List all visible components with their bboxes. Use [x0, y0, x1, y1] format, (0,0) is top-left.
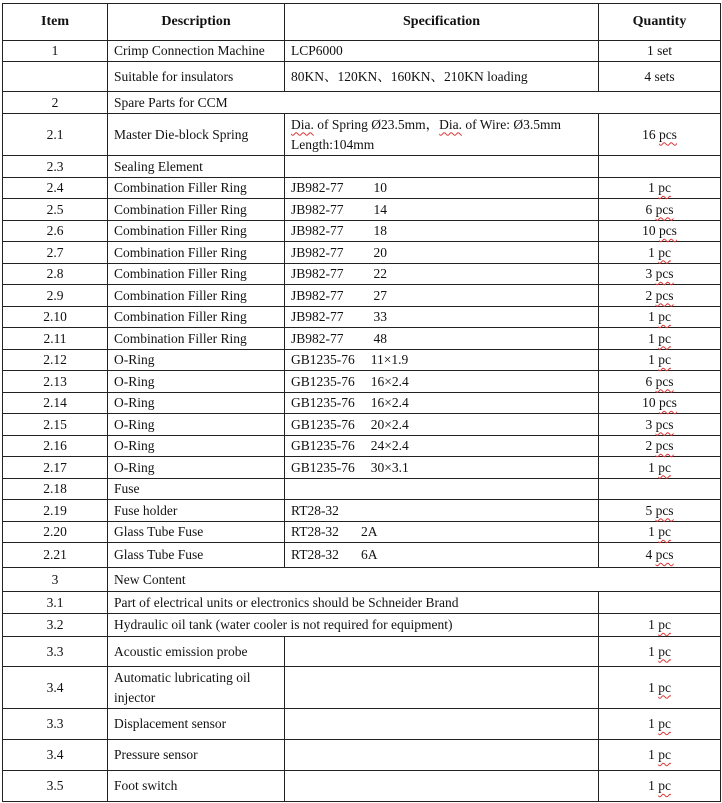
table-row	[3, 457, 721, 479]
item-cell-text: 3	[51, 571, 59, 587]
table-row	[3, 307, 721, 328]
specification-cell-text: JB982-77	[291, 201, 344, 217]
description-cell	[108, 457, 285, 479]
quantity-cell-text: 1 pc	[648, 330, 671, 346]
item-cell	[3, 199, 108, 221]
description-cell-text: Master Die-block Spring	[114, 126, 249, 142]
specification-cell-text: LCP6000	[291, 43, 343, 58]
quantity-cell	[599, 371, 721, 393]
quantity-cell	[599, 457, 721, 479]
quantity-cell	[599, 221, 721, 242]
table-row	[3, 199, 721, 221]
quantity-cell	[599, 307, 721, 328]
specification-cell-text: Dia. of Spring Ø23.5mm，Dia. of Wire: Ø3.5mm	[291, 116, 561, 132]
quantity-cell-text: 1 pc	[648, 524, 671, 539]
table-row	[3, 62, 721, 92]
description-cell-text: Foot switch	[114, 778, 178, 793]
description-cell	[108, 156, 285, 178]
item-cell	[3, 500, 108, 522]
description-cell-text: Combination Filler Ring	[114, 266, 247, 281]
header-quantity: Quantity	[599, 4, 721, 41]
table-row	[3, 771, 721, 802]
quantity-cell	[599, 740, 721, 771]
specification-size: 6A	[360, 547, 378, 562]
item-cell	[3, 568, 108, 592]
item-cell	[3, 156, 108, 178]
quantity-cell-text: 5 pcs	[645, 502, 674, 518]
item-cell-text: 2.14	[43, 395, 67, 410]
item-cell-text: 2.9	[46, 287, 64, 303]
specification-size: 10	[373, 180, 388, 195]
table-row	[3, 500, 721, 522]
description-cell-text: Acoustic emission probe	[114, 643, 248, 659]
specification-size: 30×3.1	[370, 459, 409, 475]
item-cell-text: 2.20	[43, 524, 67, 539]
quantity-cell-text: 1 pc	[648, 459, 671, 475]
item-cell	[3, 709, 108, 740]
table-row	[3, 522, 721, 543]
description-cell	[108, 114, 285, 156]
specification-cell	[285, 771, 599, 802]
description-cell-text: Fuse holder	[114, 502, 178, 518]
table-row	[3, 328, 721, 350]
item-cell-text: 3.4	[46, 679, 64, 695]
item-cell	[3, 328, 108, 350]
item-cell-text: 3.4	[46, 747, 64, 762]
specification-cell-text: GB1235-76	[291, 459, 355, 475]
specification-cell	[285, 414, 599, 436]
item-cell	[3, 393, 108, 414]
item-cell-text: 2.19	[43, 502, 67, 518]
description-cell	[108, 667, 285, 709]
specification-cell-text: JB982-77	[291, 287, 344, 303]
specification-cell	[285, 62, 599, 92]
item-cell-text: 2.8	[46, 266, 64, 281]
item-cell-text: 3.3	[46, 716, 64, 731]
quantity-cell	[599, 350, 721, 371]
specification-cell	[285, 709, 599, 740]
quantity-cell-text: 2 pcs	[645, 438, 674, 453]
specification-cell	[285, 393, 599, 414]
specification-cell	[285, 479, 599, 500]
description-cell	[108, 242, 285, 264]
description-cell	[108, 771, 285, 802]
quantity-cell	[599, 264, 721, 285]
item-cell	[3, 350, 108, 371]
quantity-cell-text: 1 pc	[648, 180, 671, 195]
item-cell	[3, 740, 108, 771]
description-cell-text: Glass Tube Fuse	[114, 547, 204, 562]
description-cell-text: Automatic lubricating oil injector	[114, 669, 251, 705]
specification-cell	[285, 740, 599, 771]
description-cell-text: Spare Parts for CCM	[114, 94, 228, 110]
item-cell-text: 3.1	[46, 594, 64, 610]
specification-cell	[285, 178, 599, 199]
description-cell	[108, 479, 285, 500]
header-description: Description	[108, 4, 285, 41]
item-cell-text: 2.10	[43, 309, 67, 324]
description-cell	[108, 285, 285, 307]
item-cell-text: 2.7	[46, 244, 64, 260]
specification-size: 14	[373, 201, 388, 217]
quantity-cell	[599, 242, 721, 264]
quantity-cell-text: 1 pc	[648, 679, 671, 695]
item-cell-text: 2.3	[46, 158, 64, 174]
description-cell-text: Crimp Connection Machine	[114, 43, 265, 58]
item-cell-text: 2.18	[43, 481, 67, 496]
quantity-cell-text: 4 pcs	[645, 547, 674, 562]
item-cell	[3, 414, 108, 436]
quantity-cell-text: 4 sets	[644, 68, 675, 84]
table-row	[3, 740, 721, 771]
description-cell	[108, 740, 285, 771]
specification-line2: Length:104mm	[291, 136, 375, 152]
specification-cell-text: RT28-32	[291, 502, 339, 518]
specification-size: 24×2.4	[370, 438, 409, 453]
specification-cell	[285, 500, 599, 522]
table-row	[3, 264, 721, 285]
table-row	[3, 436, 721, 457]
item-cell	[3, 307, 108, 328]
quantity-cell	[599, 614, 721, 637]
item-cell	[3, 479, 108, 500]
item-cell-text: 3.3	[46, 643, 64, 659]
table-row	[3, 285, 721, 307]
description-cell-text: Hydraulic oil tank (water cooler is not required for equipment)	[114, 617, 453, 632]
description-cell	[108, 62, 285, 92]
specification-cell	[285, 543, 599, 568]
description-cell-text: Combination Filler Ring	[114, 180, 247, 195]
quantity-cell	[599, 637, 721, 667]
specification-cell	[285, 156, 599, 178]
item-cell-text: 2.5	[46, 201, 64, 217]
specification-cell-text: 80KN、120KN、160KN、210KN loading	[291, 68, 528, 84]
specification-cell-text: GB1235-76	[291, 416, 355, 432]
specification-cell	[285, 41, 599, 62]
item-cell-text: 1	[51, 43, 59, 58]
item-cell	[3, 522, 108, 543]
table-row	[3, 178, 721, 199]
specification-size: 11×1.9	[370, 352, 409, 367]
quantity-cell-text: 1 pc	[648, 244, 671, 260]
description-cell-text: O-Ring	[114, 416, 155, 432]
specification-cell	[285, 328, 599, 350]
quantity-cell-text: 3 pcs	[645, 416, 674, 432]
item-cell	[3, 285, 108, 307]
quantity-cell	[599, 592, 721, 614]
description-cell	[108, 592, 599, 614]
item-cell-text: 2.12	[43, 352, 67, 367]
table-row	[3, 709, 721, 740]
quantity-cell	[599, 178, 721, 199]
quantity-cell-text: 1 set	[646, 43, 673, 58]
description-cell-text: Combination Filler Ring	[114, 309, 247, 324]
table-row	[3, 614, 721, 637]
table-row	[3, 393, 721, 414]
item-cell-text: 2.1	[46, 126, 64, 142]
table-row	[3, 114, 721, 156]
item-cell-text: 2.13	[43, 373, 67, 389]
description-cell	[108, 178, 285, 199]
header-row	[3, 4, 721, 41]
item-cell	[3, 771, 108, 802]
specification-cell	[285, 667, 599, 709]
table-row	[3, 371, 721, 393]
table-row	[3, 568, 721, 592]
item-cell	[3, 264, 108, 285]
quantity-cell	[599, 328, 721, 350]
quantity-cell	[599, 393, 721, 414]
description-cell	[108, 92, 721, 114]
description-cell-text: Combination Filler Ring	[114, 201, 247, 217]
quantity-cell-text: 2 pcs	[645, 287, 674, 303]
quantity-cell	[599, 62, 721, 92]
description-cell-text: Sealing Element	[114, 158, 203, 174]
specification-cell	[285, 114, 599, 156]
item-cell-text: 2.6	[46, 223, 64, 238]
item-cell-text: 2	[51, 94, 59, 110]
specification-cell	[285, 242, 599, 264]
specification-cell	[285, 350, 599, 371]
description-cell-text: Fuse	[114, 481, 140, 496]
quantity-cell-text: 1 pc	[648, 309, 671, 324]
specification-cell	[285, 285, 599, 307]
description-cell	[108, 350, 285, 371]
specification-cell-text: RT28-32	[291, 524, 339, 539]
quantity-cell	[599, 285, 721, 307]
description-cell-text: Glass Tube Fuse	[114, 524, 204, 539]
description-cell-text: Combination Filler Ring	[114, 244, 247, 260]
quantity-cell	[599, 709, 721, 740]
quantity-cell-text: 3 pcs	[645, 266, 674, 281]
header-specification: Specification	[285, 4, 599, 41]
specification-cell-text: GB1235-76	[291, 373, 355, 389]
table-row	[3, 92, 721, 114]
item-cell-text: 2.15	[43, 416, 67, 432]
specification-cell-text: JB982-77	[291, 180, 344, 195]
table-row	[3, 41, 721, 62]
specification-cell-text: JB982-77	[291, 223, 344, 238]
specification-cell	[285, 199, 599, 221]
table-row	[3, 242, 721, 264]
description-cell-text: O-Ring	[114, 395, 155, 410]
item-cell	[3, 436, 108, 457]
description-cell	[108, 371, 285, 393]
item-cell-text: 2.21	[43, 547, 67, 562]
description-cell	[108, 414, 285, 436]
quantity-cell	[599, 479, 721, 500]
description-cell	[108, 393, 285, 414]
quantity-cell-text: 1 pc	[648, 643, 671, 659]
specification-cell-text: GB1235-76	[291, 438, 355, 453]
description-cell-text: O-Ring	[114, 438, 155, 453]
specification-cell-text: JB982-77	[291, 266, 344, 281]
specification-cell	[285, 307, 599, 328]
quantity-cell-text: 1 pc	[648, 778, 671, 793]
description-cell	[108, 614, 599, 637]
specification-cell-text: JB982-77	[291, 330, 344, 346]
quantity-cell-text: 1 pc	[648, 617, 671, 632]
specification-cell	[285, 457, 599, 479]
description-cell	[108, 543, 285, 568]
description-cell-text: Combination Filler Ring	[114, 223, 247, 238]
specification-cell-text: RT28-32	[291, 547, 339, 562]
quantity-cell-text: 1 pc	[648, 747, 671, 762]
item-cell	[3, 371, 108, 393]
description-cell	[108, 221, 285, 242]
quantity-cell	[599, 543, 721, 568]
specification-size: 16×2.4	[370, 395, 409, 410]
item-cell-text: 2.11	[43, 330, 67, 346]
specification-size: 20	[373, 244, 388, 260]
description-cell	[108, 199, 285, 221]
quantity-cell	[599, 667, 721, 709]
quantity-cell	[599, 522, 721, 543]
specification-cell	[285, 522, 599, 543]
item-cell	[3, 457, 108, 479]
quantity-cell	[599, 156, 721, 178]
table-row	[3, 667, 721, 709]
description-cell-text: Suitable for insulators	[114, 68, 234, 84]
table-row	[3, 414, 721, 436]
description-cell-text: O-Ring	[114, 459, 155, 475]
table-row	[3, 543, 721, 568]
description-cell	[108, 568, 721, 592]
specification-cell-text: JB982-77	[291, 309, 344, 324]
specification-size: 18	[373, 223, 388, 238]
specification-size: 20×2.4	[370, 416, 409, 432]
item-cell	[3, 614, 108, 637]
quantity-cell	[599, 771, 721, 802]
table-row	[3, 637, 721, 667]
specification-cell-text: JB982-77	[291, 244, 344, 260]
specification-cell	[285, 637, 599, 667]
description-cell	[108, 637, 285, 667]
description-cell	[108, 264, 285, 285]
description-cell	[108, 307, 285, 328]
specification-cell-text: GB1235-76	[291, 395, 355, 410]
item-cell-text: 2.4	[46, 180, 64, 195]
quantity-cell-text: 1 pc	[648, 352, 671, 367]
description-cell	[108, 328, 285, 350]
quantity-cell	[599, 199, 721, 221]
quantity-cell	[599, 114, 721, 156]
specification-cell	[285, 221, 599, 242]
specification-cell	[285, 264, 599, 285]
item-cell	[3, 543, 108, 568]
description-cell-text: Pressure sensor	[114, 747, 198, 762]
specification-cell-text: GB1235-76	[291, 352, 355, 367]
quantity-cell-text: 10 pcs	[642, 223, 677, 238]
item-cell	[3, 62, 108, 92]
description-cell	[108, 500, 285, 522]
specification-size: 33	[373, 309, 388, 324]
specification-size: 16×2.4	[370, 373, 409, 389]
specification-cell	[285, 371, 599, 393]
description-cell-text: New Content	[114, 571, 186, 587]
item-cell-text: 3.2	[46, 617, 64, 632]
item-cell	[3, 667, 108, 709]
specification-size: 22	[373, 266, 388, 281]
description-cell-text: Displacement sensor	[114, 716, 227, 731]
item-cell	[3, 41, 108, 62]
quantity-cell	[599, 41, 721, 62]
quantity-cell-text: 1 pc	[648, 716, 671, 731]
table-row	[3, 156, 721, 178]
table-row	[3, 221, 721, 242]
description-cell-text: O-Ring	[114, 352, 155, 367]
table-row	[3, 592, 721, 614]
specification-cell	[285, 436, 599, 457]
quantity-cell	[599, 414, 721, 436]
item-cell	[3, 592, 108, 614]
item-cell	[3, 92, 108, 114]
item-cell	[3, 637, 108, 667]
description-cell	[108, 436, 285, 457]
quantity-cell-text: 16 pcs	[642, 126, 677, 142]
specification-size: 2A	[360, 524, 378, 539]
description-cell-text: Combination Filler Ring	[114, 287, 247, 303]
description-cell	[108, 522, 285, 543]
specification-size: 48	[373, 330, 388, 346]
header-item: Item	[3, 4, 108, 41]
description-cell-text: Combination Filler Ring	[114, 330, 247, 346]
quantity-cell-text: 6 pcs	[645, 373, 674, 389]
specification-size: 27	[373, 287, 388, 303]
item-cell	[3, 178, 108, 199]
quantity-cell	[599, 436, 721, 457]
description-cell	[108, 709, 285, 740]
item-cell-text: 3.5	[46, 778, 64, 793]
description-cell	[108, 41, 285, 62]
item-cell	[3, 114, 108, 156]
equipment-table	[2, 3, 721, 802]
description-cell-text: Part of electrical units or electronics should be Schneider Brand	[114, 594, 459, 610]
item-cell-text: 2.16	[43, 438, 67, 453]
quantity-cell	[599, 500, 721, 522]
quantity-cell-text: 10 pcs	[642, 395, 677, 410]
quantity-cell-text: 6 pcs	[645, 201, 674, 217]
description-cell-text: O-Ring	[114, 373, 155, 389]
table-row	[3, 350, 721, 371]
item-cell-text: 2.17	[43, 459, 67, 475]
table-row	[3, 479, 721, 500]
item-cell	[3, 242, 108, 264]
item-cell	[3, 221, 108, 242]
